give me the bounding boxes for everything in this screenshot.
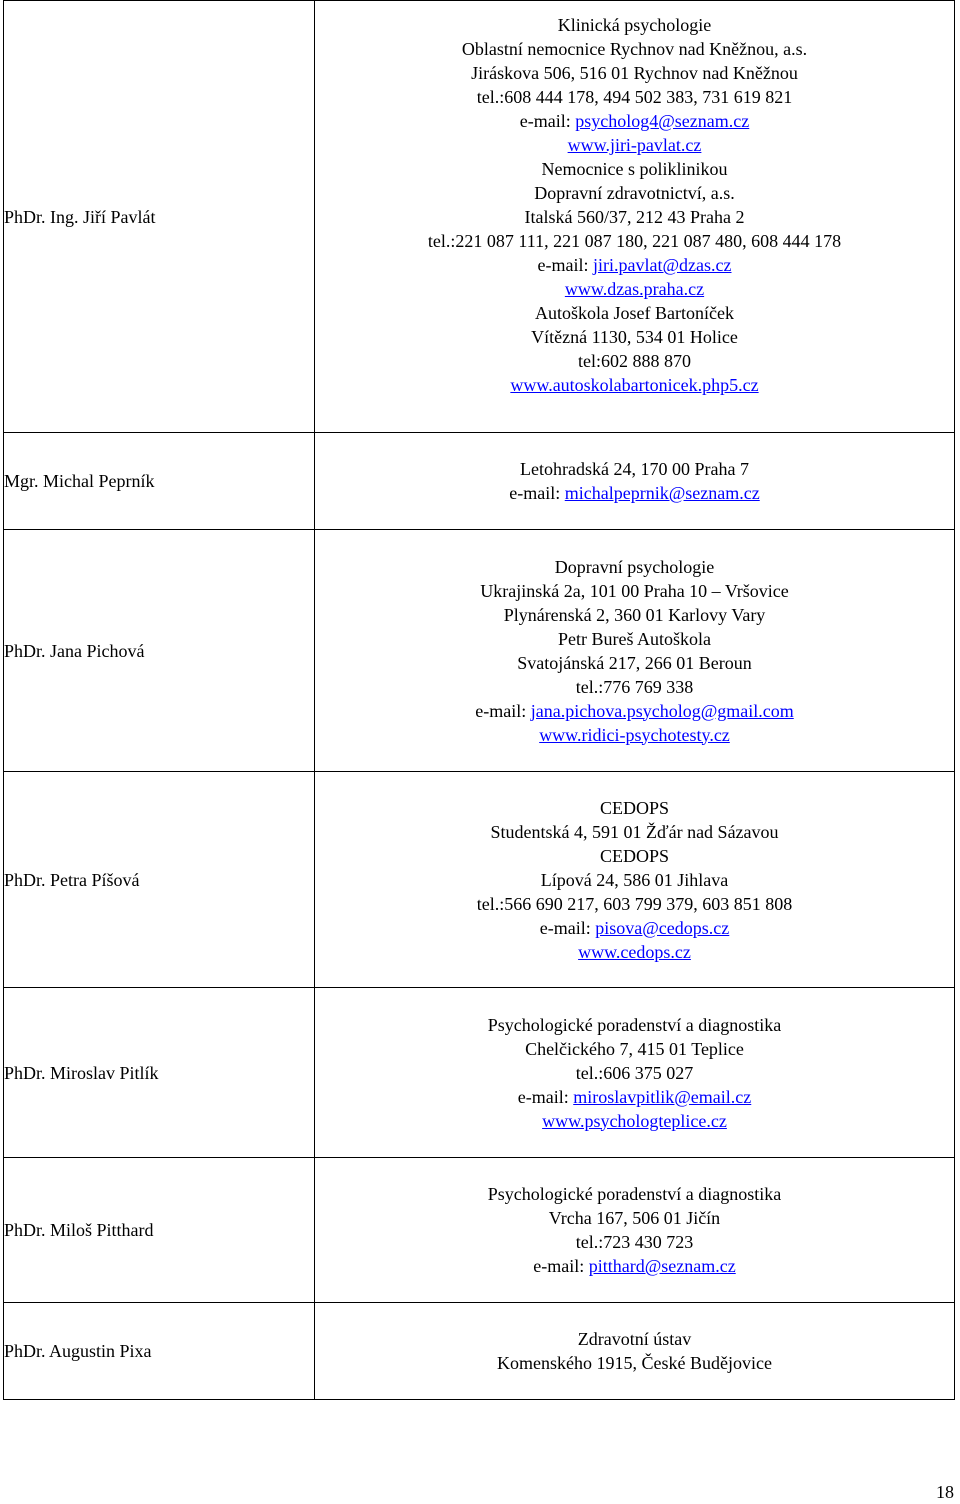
directory-row <box>4 772 955 988</box>
contact-details <box>315 433 955 530</box>
contact-text: Chelčického 7, 415 01 Teplice <box>525 1038 744 1059</box>
contact-text: Dopravní zdravotnictví, a.s. <box>534 183 735 203</box>
website-link[interactable]: www.cedops.cz <box>578 941 691 962</box>
website-link[interactable]: www.jiri-pavlat.cz <box>567 135 702 155</box>
contact-text: Klinická psychologie <box>557 15 712 35</box>
email-link[interactable]: pisova@cedops.cz <box>595 917 730 938</box>
contact-line <box>315 13 954 37</box>
contact-line <box>315 651 954 675</box>
contact-text: tel.:776 769 338 <box>575 676 694 697</box>
contact-line <box>315 1230 954 1254</box>
directory-row <box>4 530 955 772</box>
website-link[interactable]: www.ridici-psychotesty.cz <box>539 724 730 745</box>
contact-text: tel.:608 444 178, 494 502 383, 731 619 821 <box>476 87 793 107</box>
contact-line <box>315 37 954 61</box>
email-link[interactable]: jiri.pavlat@dzas.cz <box>592 255 732 275</box>
directory-row <box>4 988 955 1158</box>
directory-body <box>4 1 955 1400</box>
contact-line <box>315 1254 954 1278</box>
contact-line <box>315 1037 954 1061</box>
contact-line <box>315 1351 954 1375</box>
person-name: PhDr. Augustin Pixa <box>4 1303 315 1400</box>
contact-line <box>315 1061 954 1085</box>
person-name: PhDr. Petra Píšová <box>4 772 315 988</box>
directory-row <box>4 433 955 530</box>
email-link[interactable]: michalpeprnik@seznam.cz <box>564 483 760 503</box>
contact-text: e-mail: <box>517 1086 574 1107</box>
contact-line <box>315 481 954 505</box>
contact-text: e-mail: <box>475 700 531 721</box>
contact-line <box>315 675 954 699</box>
contact-line <box>315 1327 954 1351</box>
contact-line <box>315 1013 954 1037</box>
contact-details <box>315 988 955 1158</box>
contact-text: Jiráskova 506, 516 01 Rychnov nad Kněžnou <box>471 63 798 83</box>
website-link[interactable]: www.psychologteplice.cz <box>542 1110 727 1131</box>
contact-text: Lípová 24, 586 01 Jihlava <box>540 869 729 890</box>
website-link[interactable]: www.autoskolabartonicek.php5.cz <box>510 375 759 395</box>
email-link[interactable]: jana.pichova.psycholog@gmail.com <box>530 700 794 721</box>
contact-line <box>315 892 954 916</box>
contact-text: Oblastní nemocnice Rychnov nad Kněžnou, a.s. <box>461 39 808 59</box>
contact-text: Komenského 1915, České Budějovice <box>497 1353 772 1373</box>
contact-text: CEDOPS <box>599 797 670 818</box>
contact-line <box>315 868 954 892</box>
contact-line <box>315 301 954 325</box>
contact-text: tel.:723 430 723 <box>575 1232 694 1252</box>
contact-text: Ukrajinská 2a, 101 00 Praha 10 – Vršovice <box>480 580 789 601</box>
contact-line <box>315 373 954 397</box>
contact-line <box>315 205 954 229</box>
contact-line <box>315 457 954 481</box>
contact-text: tel.:221 087 111, 221 087 180, 221 087 480, 608 444 178 <box>427 231 842 251</box>
contact-line <box>315 133 954 157</box>
contact-line <box>315 61 954 85</box>
contact-line <box>315 325 954 349</box>
contact-line <box>315 796 954 820</box>
psychologist-directory-table <box>3 0 955 1400</box>
contact-text: Psychologické poradenství a diagnostika <box>487 1014 782 1035</box>
contact-details <box>315 1 955 433</box>
contact-line <box>315 1085 954 1109</box>
email-link[interactable]: psycholog4@seznam.cz <box>575 111 750 131</box>
contact-text: e-mail: <box>519 111 576 131</box>
person-name: PhDr. Ing. Jiří Pavlát <box>4 1 315 433</box>
person-name: PhDr. Miroslav Pitlík <box>4 988 315 1158</box>
directory-row <box>4 1303 955 1400</box>
contact-text: Italská 560/37, 212 43 Praha 2 <box>524 207 745 227</box>
contact-line <box>315 157 954 181</box>
contact-text: Svatojánská 217, 266 01 Beroun <box>517 652 752 673</box>
contact-line <box>315 253 954 277</box>
contact-line <box>315 555 954 579</box>
page-number: 18 <box>936 1482 954 1502</box>
contact-line <box>315 844 954 868</box>
contact-text: CEDOPS <box>599 845 670 866</box>
contact-text: Zdravotní ústav <box>577 1329 692 1349</box>
person-name: Mgr. Michal Peprník <box>4 433 315 530</box>
contact-text: tel.:606 375 027 <box>575 1062 694 1083</box>
contact-text: Vrcha 167, 506 01 Jičín <box>548 1208 721 1228</box>
contact-line <box>315 85 954 109</box>
contact-line <box>315 579 954 603</box>
contact-line <box>315 229 954 253</box>
person-name: PhDr. Jana Pichová <box>4 530 315 772</box>
contact-line <box>315 1182 954 1206</box>
contact-text: tel.:566 690 217, 603 799 379, 603 851 808 <box>476 893 793 914</box>
contact-text: Plynárenská 2, 360 01 Karlovy Vary <box>503 604 766 625</box>
contact-text: tel:602 888 870 <box>578 351 691 371</box>
contact-text: Petr Bureš Autoškola <box>558 628 711 649</box>
contact-line <box>315 820 954 844</box>
contact-text: Letohradská 24, 170 00 Praha 7 <box>520 459 749 479</box>
contact-line <box>315 940 954 964</box>
contact-line <box>315 699 954 723</box>
contact-line <box>315 916 954 940</box>
contact-text: Psychologické poradenství a diagnostika <box>487 1184 782 1204</box>
contact-text: Autoškola Josef Bartoníček <box>535 303 734 323</box>
contact-details <box>315 1303 955 1400</box>
contact-line <box>315 109 954 133</box>
contact-details <box>315 1158 955 1303</box>
contact-line <box>315 723 954 747</box>
person-name: PhDr. Miloš Pitthard <box>4 1158 315 1303</box>
contact-line <box>315 277 954 301</box>
contact-line <box>315 1206 954 1230</box>
contact-text: e-mail: <box>539 917 596 938</box>
contact-line <box>315 603 954 627</box>
website-link[interactable]: www.dzas.praha.cz <box>564 279 705 299</box>
contact-line <box>315 627 954 651</box>
contact-text: Vítězná 1130, 534 01 Holice <box>531 327 738 347</box>
contact-text: e-mail: <box>537 255 593 275</box>
contact-line <box>315 1109 954 1133</box>
contact-details <box>315 530 955 772</box>
directory-row <box>4 1 955 433</box>
contact-line <box>315 349 954 373</box>
contact-details <box>315 772 955 988</box>
contact-text: Nemocnice s poliklinikou <box>541 159 728 179</box>
contact-text: e-mail: <box>509 483 565 503</box>
contact-text: e-mail: <box>533 1256 589 1276</box>
contact-text: Studentská 4, 591 01 Žďár nad Sázavou <box>490 821 779 842</box>
email-link[interactable]: miroslavpitlik@email.cz <box>573 1086 752 1107</box>
contact-line <box>315 181 954 205</box>
email-link[interactable]: pitthard@seznam.cz <box>588 1256 736 1276</box>
directory-row <box>4 1158 955 1303</box>
contact-text: Dopravní psychologie <box>554 556 715 577</box>
